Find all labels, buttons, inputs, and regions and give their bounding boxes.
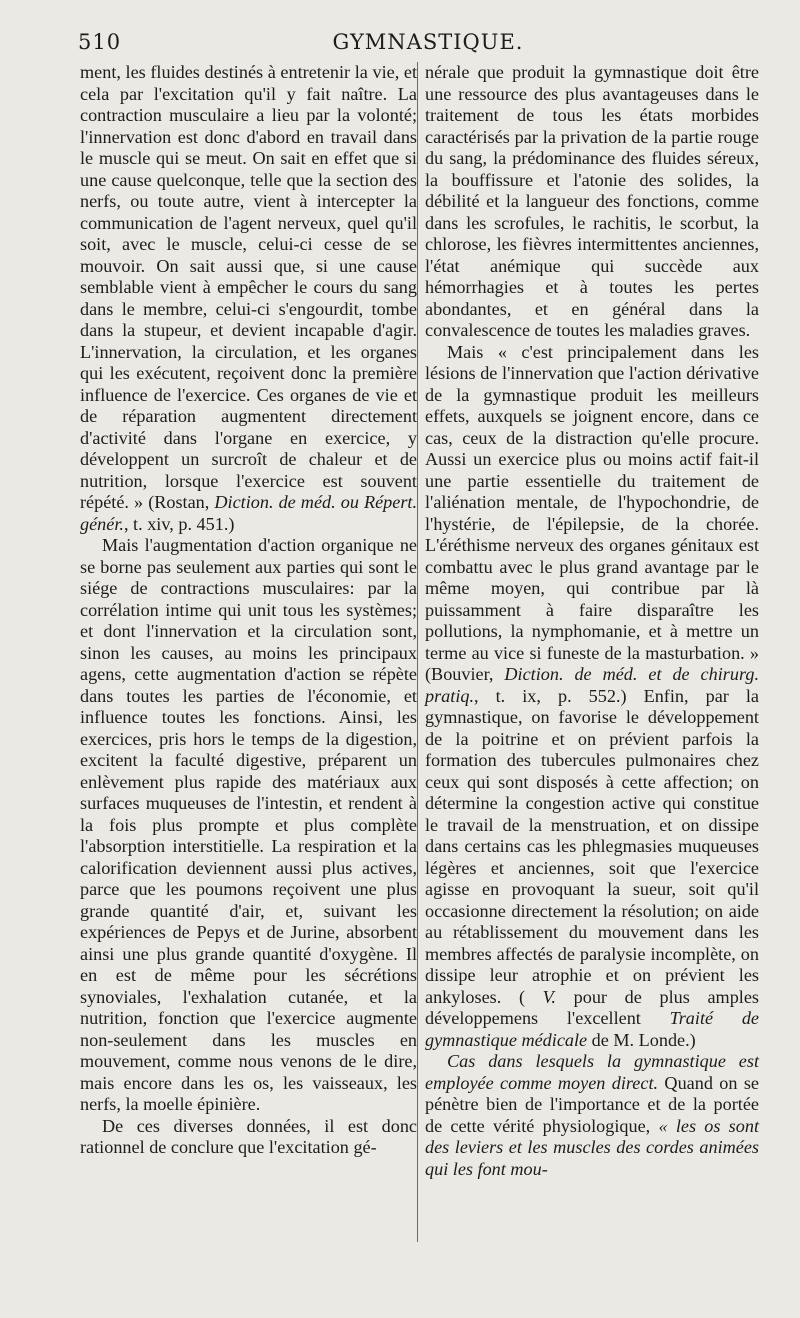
left-reference-tail: , t. xiv, p. 451.): [123, 513, 235, 534]
right-reference-title: Diction. de méd. et de chirurg. pratiq.: [425, 664, 759, 706]
right-paragraph-2-text: Mais « c'est principalement dans les lésions de l'innervation que l'action dérivative de la gymnastique produit les meilleurs effets, auxquels se joignent encore, dans ce cas, ceux de la distraction qu'elle procure. Aussi un exercice plus ou moins actif fait-il une partie essentielle du traitement de l'aliénation mentale, de l'hypochondrie, de l'hystérie, de l'épilepsie, de la chorée. L'éréthisme nerveux des organes génitaux est combattu avec le plus grand avantage par le même moyen, qui contribue par là puissamment à faire disparaître les pollutions, la nymphomanie, et à mettre un terme au vice si funeste de la masturbation. » (Bouvier,: [425, 341, 759, 684]
left-paragraph-1: [80, 62, 417, 535]
right-paragraph-3: [425, 1051, 759, 1180]
right-paragraph-3-text: Quand on se pénètre bien de l'importance et de la portée de cette vérité physiologique,: [425, 1072, 760, 1136]
column-divider: [417, 62, 418, 1242]
running-title: GYMNASTIQUE.: [332, 30, 524, 54]
right-treatise-title: Traité de gymnastique médicale: [425, 1008, 759, 1050]
left-reference-title: Diction. de méd. ou Répert. génér.: [80, 492, 418, 534]
right-reference-tail: , t. ix, p. 552.) Enfin, par la gymnastique, on favorise le développement de la poitrine et on prévient parfois la formation des tubercules pulmonaires chez ceux qui sont disposés à cette affection; on détermine la congestion active qui constitue le travail de la menstruation, et on dissipe dans certains cas les phlegmasies muqueuses légères et anciennes, soit que l'exercice agisse en provoquant la sueur, soit qu'il occasionne directement la résolution; on aide au rétablissement du mouvement dans les membres affectés de paralysie incomplète, on dissipe leur atrophie et on prévient les ankyloses. (: [425, 685, 759, 1007]
left-paragraph-2: Mais l'augmentation d'action organique ne se borne pas seulement aux parties qui sont le siége de contractions musculaires: par la corrélation intime qui unit tous les systèmes; et dont l'innervation et la circulation sont, sinon les causes, au moins les principaux agens, cette augmentation d'action se répète dans toutes les parties de l'économie, et influence toutes les fonctions. Ainsi, les exercices, pris hors le temps de la digestion, excitent la faculté digestive, préparent un enlèvement plus rapide des matériaux aux surfaces muqueuses de l'intestin, et rendent à la fois plus prompte et plus complète l'absorption interstitielle. La respiration et la calorification deviennent aussi plus actives, parce que les poumons reçoivent une plus grande quantité d'air, et, suivant les expériences de Pepys et de Jurine, absorbent ainsi une plus grande quantité d'oxygène. Il en est de même pour les sécrétions synoviales, l'exhalation cutanée, et la nutrition, fonction que l'exercice augmente non-seulement dans les muscles en mouvement, comme nous venons de le dire, mais encore dans les os, les vaisseaux, les nerfs, la moelle épinière.: [80, 535, 417, 1114]
right-paragraph-2-end: de M. Londe.): [587, 1029, 696, 1050]
page-header: [78, 30, 778, 60]
right-paragraph-2-mid: pour de plus amples développemens l'excellent: [425, 986, 759, 1028]
left-column: [80, 62, 417, 1159]
right-paragraph-1: nérale que produit la gymnastique doit être une ressource des plus avantageuses dans le traitement de tous les états morbides caractérisés par la privation de la partie rouge du sang, la prédominance des fluides séreux, la bouffissure et l'atonie des solides, la débilité et la langueur des fonctions, comme dans les scrofules, le rachitis, le scorbut, la chlorose, les fièvres intermittentes anciennes, l'état anémique qui succède aux hémorrhagies et à toutes les pertes abondantes, et en général dans la convalescence de toutes les maladies graves.: [425, 62, 759, 340]
right-see-abbrev: V.: [542, 986, 556, 1007]
left-paragraph-3: De ces diverses données, il est donc rationnel de conclure que l'excitation gé-: [80, 1115, 417, 1157]
left-paragraph-1-text: ment, les fluides destinés à entretenir la vie, et cela par l'excitation qu'il y fait naître. La contraction musculaire a lieu par la volonté; l'innervation est donc d'abord en travail dans le muscle qui se meut. On sait en effet que si une cause quelconque, telle que la section des nerfs, ou toute autre, vient à intercepter la communication de l'agent nerveux, quel qu'il soit, avec le muscle, celui-ci cesse de se mouvoir. On sait aussi que, si une cause semblable vient à empêcher le cours du sang dans le membre, celui-ci s'engourdit, tombe dans la stupeur, et devient incapable d'agir. L'innervation, la circulation, et les organes qui les exécutent, reçoivent donc la première influence de l'exercice. Ces organes de vie et de réparation augmentent directement d'activité dans l'organe en exercice, y développent un surcroît de chaleur et de nutrition, lorsque l'exercice est souvent répété. » (Rostan,: [80, 62, 417, 512]
page-number: 510: [78, 30, 122, 54]
right-paragraph-2: [425, 342, 759, 1052]
section-subheading: Cas dans lesquels la gymnastique est employée comme moyen direct.: [425, 1051, 759, 1093]
right-column: [425, 62, 759, 1180]
right-quote: « les os sont des leviers et les muscles des cordes animées qui les font mou-: [425, 1115, 760, 1179]
